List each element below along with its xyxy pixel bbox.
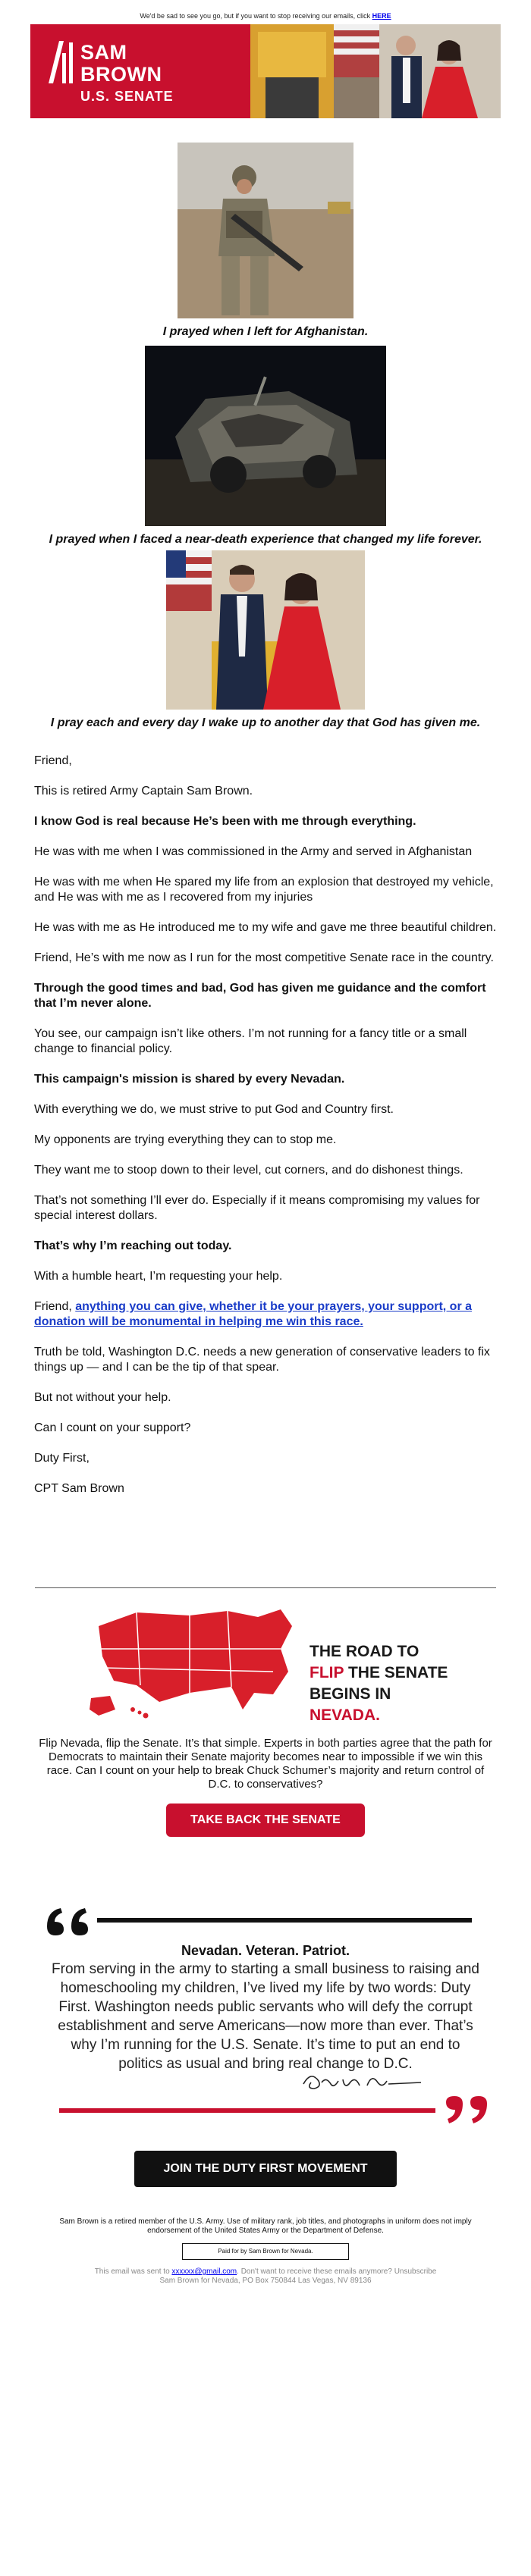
take-back-senate-button[interactable]: TAKE BACK THE SENATE (166, 1804, 365, 1837)
letter-p9: This campaign's mission is shared by every Nevadan. (34, 1073, 345, 1086)
letter-signoff: CPT Sam Brown (34, 1482, 124, 1495)
quote-heading: Nevadan. Veteran. Patriot. (181, 1943, 350, 1958)
letter-p16 (34, 1299, 497, 1330)
letter-p2: I know God is real because He’s been with me through everything. (34, 815, 416, 828)
banner-photo (250, 24, 501, 118)
campaign-logo-icon (47, 39, 76, 85)
paid-for-box: Paid for by Sam Brown for Nevada. (182, 2243, 349, 2260)
letter-p11: My opponents are trying everything they can to stop me. (34, 1133, 337, 1146)
letter-p19: Can I count on your support? (34, 1421, 191, 1434)
footer-unsubscribe-text[interactable]: . Don't want to receive these emails anymore? Unsubscribe (237, 2267, 437, 2276)
caption-every-day: I pray each and every day I wake up to another day that God has given me. (50, 716, 481, 729)
email-footer (0, 2267, 531, 2286)
letter-body (0, 754, 531, 1496)
letter-p17: Truth be told, Washington D.C. needs a new generation of conservative leaders to fix things up — and I can be the tip of that spear. (34, 1346, 490, 1374)
letter-p5: He was with me as He introduced me to my wife and gave me three beautiful children. (34, 921, 497, 934)
flip-nevada: NEVADA. (309, 1706, 380, 1724)
letter-p1: This is retired Army Captain Sam Brown. (34, 785, 253, 798)
soldier-afghanistan-photo (178, 143, 353, 318)
banner-line2: BROWN (80, 63, 162, 86)
letter-p20: Duty First, (34, 1452, 90, 1465)
join-duty-first-button[interactable]: JOIN THE DUTY FIRST MOVEMENT (134, 2151, 397, 2187)
letter-p8: You see, our campaign isn’t like others. I’m not running for a fancy title or a small change to financial policy. (34, 1027, 467, 1055)
letter-p16-prefix: Friend, (34, 1300, 72, 1313)
letter-greeting: Friend, (34, 754, 72, 767)
flip-line3: BEGINS IN (309, 1685, 391, 1703)
unsubscribe-note (0, 0, 531, 24)
letter-p18: But not without your help. (34, 1391, 171, 1404)
signature-icon (296, 2066, 425, 2096)
campaign-banner[interactable] (30, 24, 501, 118)
quote-open-icon (30, 1905, 501, 1935)
quote-close-icon (30, 2095, 501, 2128)
banner-title (80, 42, 174, 103)
letter-p15: With a humble heart, I’m requesting your help. (34, 1270, 283, 1283)
letter-p13: That’s not something I’ll ever do. Especially if it means compromising my values for special interest dollars. (34, 1194, 480, 1222)
footer-address: Sam Brown for Nevada, PO Box 750844 Las Vegas, NV 89136 (159, 2277, 372, 2285)
flip-headline (309, 1641, 463, 1726)
footer-sent-to: This email was sent to (94, 2267, 170, 2276)
us-map-icon (76, 1596, 311, 1725)
footer-email-link[interactable]: xxxxxx@gmail.com (171, 2267, 237, 2276)
banner-line3: U.S. SENATE (80, 89, 174, 104)
destroyed-vehicle-photo (145, 346, 386, 526)
letter-p12: They want me to stoop down to their level, cut corners, and do dishonest things. (34, 1164, 463, 1177)
caption-afghanistan: I prayed when I left for Afghanistan. (162, 325, 369, 338)
quote-block (30, 1872, 501, 2099)
flip-line2-rest: THE SENATE (347, 1664, 448, 1681)
military-disclaimer: Sam Brown is a retired member of the U.S. Army. Use of military rank, job titles, and photographs in uniform does not imply endorsement of the United States Army or the Department of Defense. (59, 2217, 472, 2235)
letter-p7: Through the good times and bad, God has given me guidance and the comfort that I’m never alone. (34, 982, 486, 1010)
letter-p10: With everything we do, we must strive to put God and Country first. (34, 1103, 394, 1116)
banner-line1: SAM (80, 41, 127, 64)
flip-body-text: Flip Nevada, flip the Senate. It’s that simple. Experts in both parties agree that the path for Democrats to maintain their Senate majority becomes near to impossible if we win this race. Can I count on your help to break Chuck Schumer’s majority and return control of D.C. to conservatives? (39, 1737, 492, 1791)
letter-p14: That’s why I’m reaching out today. (34, 1239, 232, 1252)
letter-p4: He was with me when He spared my life from an explosion that destroyed my vehicle, and He was with me as I recovered from my injuries (34, 876, 494, 904)
donate-link[interactable]: anything you can give, whether it be your prayers, your support, or a donation will be monumental in helping me win this race. (34, 1300, 473, 1328)
quote-body: From serving in the army to starting a small business to raising and homeschooling my children, I’ve lived my life by two words: Duty First. Washington needs public servants who will defy the corrupt establishment and serve Americans—now more than ever. That’s why I’m running for the U.S. Senate. It’s time to put an end to politics as usual and bring real change to D.C. (52, 1961, 479, 2072)
flip-the-senate-graphic[interactable] (68, 1596, 463, 1725)
sam-and-wife-photo (166, 550, 365, 710)
letter-p3: He was with me when I was commissioned in the Army and served in Afghanistan (34, 845, 473, 858)
flip-word: FLIP (309, 1664, 344, 1681)
unsubscribe-text: We'd be sad to see you go, but if you want to stop receiving our emails, click (140, 12, 371, 20)
caption-near-death: I prayed when I faced a near-death experience that changed my life forever. (49, 533, 482, 546)
flip-line1: THE ROAD TO (309, 1643, 419, 1660)
unsubscribe-here-link[interactable]: HERE (372, 12, 391, 20)
letter-p6: Friend, He’s with me now as I run for the most competitive Senate race in the country. (34, 951, 494, 964)
